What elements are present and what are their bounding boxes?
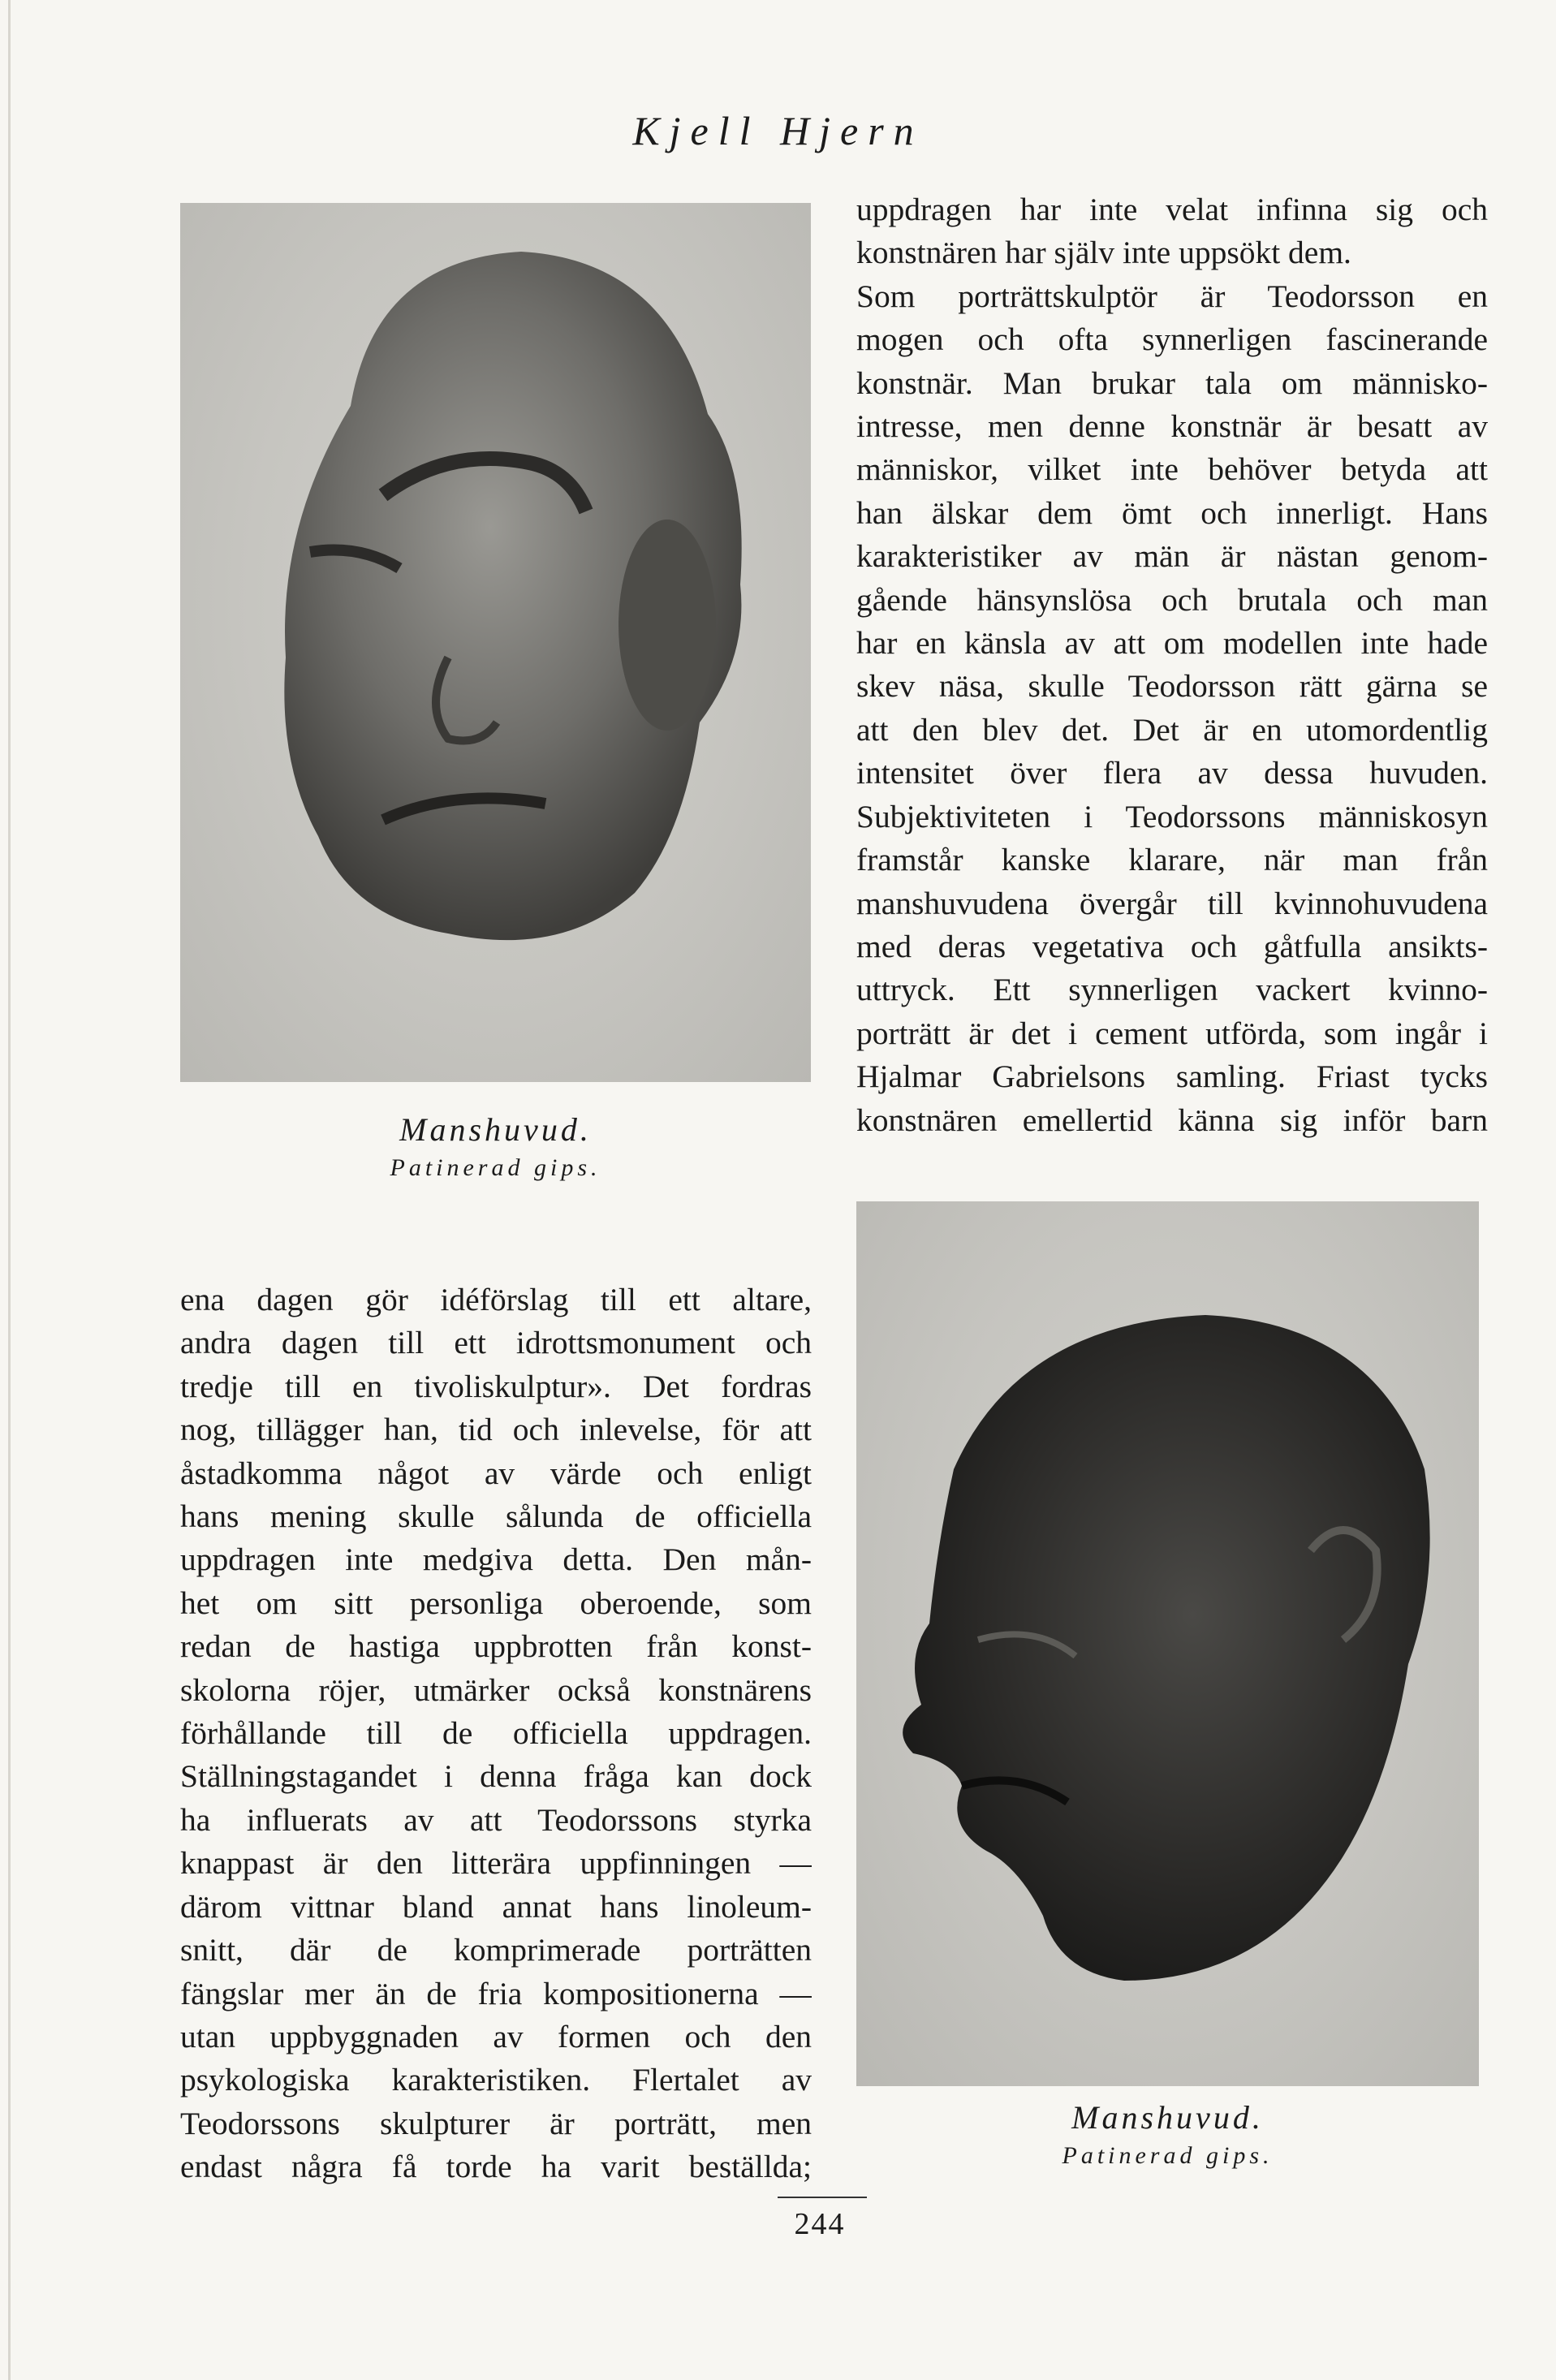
text-line: skolorna röjer, utmärker också konstnärens bbox=[180, 1671, 812, 1708]
caption-subtitle: Patinerad gips. bbox=[1062, 2142, 1274, 2169]
caption-title: Manshuvud. bbox=[399, 1111, 592, 1148]
caption-title: Manshuvud. bbox=[1071, 2099, 1264, 2136]
text-line: mogen och ofta synnerligen fascinerande bbox=[856, 321, 1488, 358]
page-edge bbox=[8, 0, 11, 2380]
folio-rule bbox=[778, 2197, 867, 2198]
text-line: han älskar dem ömt och innerligt. Hans bbox=[856, 494, 1488, 531]
text-line: hans mening skulle sålunda de officiella bbox=[180, 1498, 812, 1535]
right-text-column bbox=[856, 188, 1488, 1142]
text-line: fängslar mer än de fria kompositionerna — bbox=[180, 1975, 812, 2011]
text-line: konstnären har själv inte uppsökt dem. bbox=[856, 235, 1351, 271]
text-line: med deras vegetativa och gåtfulla ansikts- bbox=[856, 928, 1488, 964]
text-line: att den blev det. Det är en utomordentlig bbox=[856, 711, 1488, 748]
text-line: karakteristiker av män är nästan genom- bbox=[856, 538, 1488, 575]
text-line: psykologiska karakteristiken. Flertalet av bbox=[180, 2062, 812, 2098]
profile-head-image bbox=[856, 1201, 1479, 2086]
text-line: manshuvudena övergår till kvinnohuvudena bbox=[856, 885, 1488, 921]
running-head: Kjell Hjern bbox=[632, 108, 924, 153]
page-number: 244 bbox=[794, 2207, 846, 2241]
text-line: uppdragen inte medgiva detta. Den mån- bbox=[180, 1541, 812, 1578]
text-line: konstnären emellertid känna sig inför barn bbox=[856, 1102, 1488, 1138]
paragraph bbox=[180, 1278, 812, 2189]
sculpture-photo-profile bbox=[856, 1201, 1479, 2086]
text-line: intresse, men denne konstnär är besatt av bbox=[856, 408, 1488, 445]
figure-caption-1 bbox=[180, 1109, 811, 1185]
text-line: gående hänsynslösa och brutala och man bbox=[856, 581, 1488, 618]
text-line: ha influerats av att Teodorssons styrka bbox=[180, 1801, 812, 1838]
text-line: Teodorssons skulpturer är porträtt, men bbox=[180, 2105, 812, 2141]
text-line: Ställningstagandet i denna fråga kan dock bbox=[180, 1758, 812, 1795]
text-line: redan de hastiga uppbrotten från konst- bbox=[180, 1628, 812, 1665]
text-line: förhållande till de officiella uppdragen. bbox=[180, 1715, 812, 1752]
left-text-column bbox=[180, 1278, 812, 2189]
text-line: Subjektiviteten i Teodorssons människosyn bbox=[856, 798, 1488, 834]
text-line: skev näsa, skulle Teodorsson rätt gärna se bbox=[856, 668, 1488, 705]
text-line: ena dagen gör idéförslag till ett altare, bbox=[180, 1282, 812, 1317]
text-line: uppdragen har inte velat infinna sig och bbox=[856, 192, 1488, 227]
frontal-head-image bbox=[180, 203, 811, 1082]
text-line: endast några få torde ha varit beställda; bbox=[180, 2149, 812, 2185]
text-line: har en känsla av att om modellen inte hade bbox=[856, 625, 1488, 662]
text-line: nog, tillägger han, tid och inlevelse, för att bbox=[180, 1412, 812, 1448]
text-line: åstadkomma något av värde och enligt bbox=[180, 1455, 812, 1491]
caption-subtitle: Patinerad gips. bbox=[390, 1154, 601, 1181]
text-line: utan uppbyggnaden av formen och den bbox=[180, 2018, 812, 2054]
text-line: porträtt är det i cement utförda, som ingår i bbox=[856, 1015, 1488, 1051]
paragraph bbox=[856, 275, 1488, 1142]
text-line: framstår kanske klarare, när man från bbox=[856, 842, 1488, 878]
figure-caption-2 bbox=[856, 2097, 1479, 2173]
text-line: Hjalmar Gabrielsons samling. Friast tycks bbox=[856, 1058, 1488, 1095]
text-line: därom vittnar bland annat hans linoleum- bbox=[180, 1888, 812, 1925]
text-line: Som porträttskulptör är Teodorsson en bbox=[856, 278, 1488, 314]
text-line: uttryck. Ett synnerligen vackert kvinno- bbox=[856, 972, 1488, 1008]
text-line: snitt, där de komprimerade porträtten bbox=[180, 1932, 812, 1968]
text-line: människor, vilket inte behöver betyda att bbox=[856, 451, 1488, 488]
text-line: konstnär. Man brukar tala om människo- bbox=[856, 364, 1488, 401]
text-line: intensitet över flera av dessa huvuden. bbox=[856, 755, 1488, 791]
sculpture-photo-frontal bbox=[180, 203, 811, 1082]
text-line: tredje till en tivoliskulptur». Det fordras bbox=[180, 1368, 812, 1404]
paragraph bbox=[856, 188, 1488, 275]
text-line: andra dagen till ett idrottsmonument och bbox=[180, 1325, 812, 1361]
text-line: knappast är den litterära uppfinningen — bbox=[180, 1845, 812, 1882]
text-line: het om sitt personliga oberoende, som bbox=[180, 1585, 812, 1621]
